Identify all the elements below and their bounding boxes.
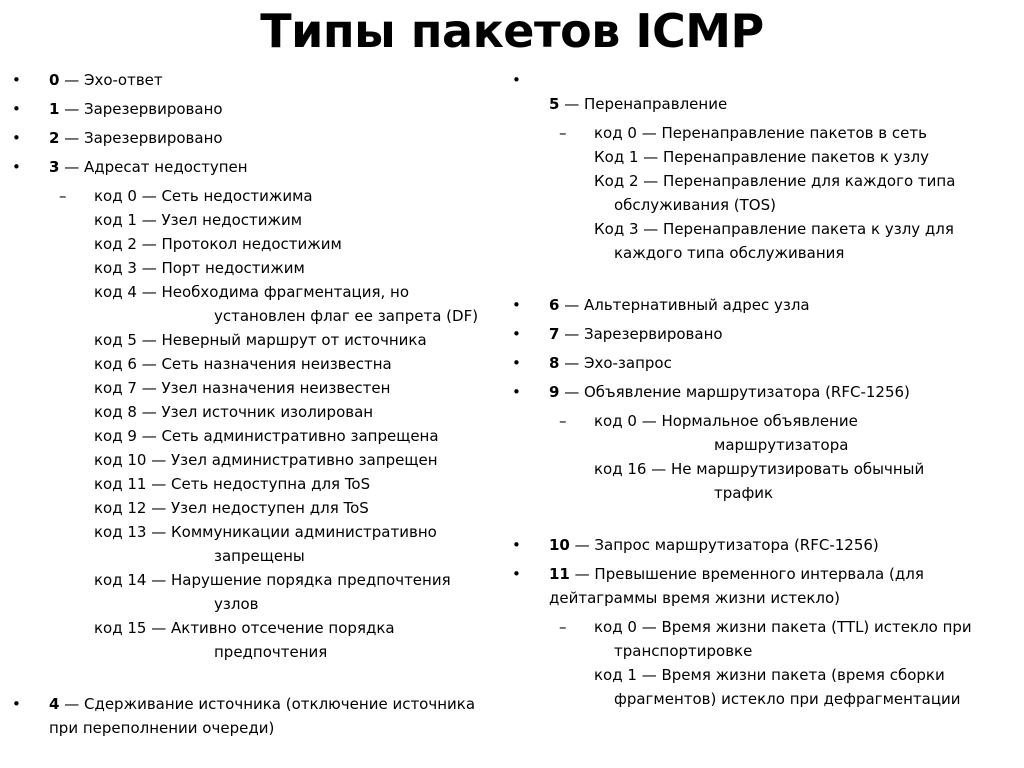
- dash-icon: –: [559, 412, 567, 430]
- type-number: 6: [549, 296, 560, 314]
- type-number: 4: [49, 695, 60, 713]
- type-text: — Зарезервировано: [59, 129, 223, 147]
- list-item-type-9: [512, 380, 1012, 404]
- code-line: код 9 — Сеть административно запрещена: [94, 427, 439, 445]
- code-line: код 12 — Узел недоступен для ToS: [94, 499, 369, 517]
- code-line: код 0 — Перенаправление пакетов в сеть: [594, 124, 927, 142]
- code-line-continuation: обслуживания (TOS): [614, 196, 776, 214]
- code-line: код 11 — Сеть недоступна для ToS: [94, 475, 371, 493]
- list-item-type-1: [12, 97, 502, 121]
- code-line: код 13 — Коммуникации административно: [94, 523, 437, 541]
- type-text: — Превышение временного интервала (для дейтаграммы время жизни истекло): [549, 565, 924, 607]
- code-line: Код 3 — Перенаправление пакета к узлу для: [594, 220, 954, 238]
- type-number: 10: [549, 536, 570, 554]
- code-line: код 1 — Узел недостижим: [94, 211, 303, 229]
- list-item-type-4: [12, 692, 502, 740]
- bullet-icon: •: [512, 296, 521, 314]
- code-list-type-9: [512, 409, 1012, 505]
- code-line: Код 2 — Перенаправление для каждого типа: [594, 172, 956, 190]
- code-line-continuation: каждого типа обслуживания: [614, 244, 845, 262]
- bullet-icon: •: [512, 71, 521, 89]
- type-text: — Адресат недоступен: [59, 158, 248, 176]
- type-number: 1: [49, 100, 60, 118]
- code-line: код 6 — Сеть назначения неизвестна: [94, 355, 392, 373]
- code-line: код 0 — Время жизни пакета (TTL) истекло при: [594, 618, 972, 636]
- code-line: код 8 — Узел источник изолирован: [94, 403, 374, 421]
- type-text: — Эхо-запрос: [559, 354, 672, 372]
- bullet-icon: •: [12, 71, 21, 89]
- code-line: код 15 — Активно отсечение порядка: [94, 619, 395, 637]
- code-line: код 14 — Нарушение порядка предпочтения: [94, 571, 451, 589]
- type-number: 9: [549, 383, 560, 401]
- list-item-type-11: [512, 562, 1012, 610]
- type-text: — Объявление маршрутизатора (RFC-1256): [559, 383, 910, 401]
- bullet-icon: •: [12, 129, 21, 147]
- type-text: — Перенаправление: [559, 95, 728, 113]
- bullet-icon: •: [512, 565, 521, 583]
- code-line-continuation: предпочтения: [214, 643, 328, 661]
- bullet-icon: •: [512, 354, 521, 372]
- code-line: код 1 — Время жизни пакета (время сборки: [594, 666, 945, 684]
- code-line: код 7 — Узел назначения неизвестен: [94, 379, 391, 397]
- type-number: 7: [549, 325, 560, 343]
- code-line: код 16 — Не маршрутизировать обычный: [594, 460, 925, 478]
- list-item-type-7: [512, 322, 1012, 346]
- slide-title: Типы пакетов ICMP: [260, 4, 764, 58]
- code-line-continuation: запрещены: [214, 547, 305, 565]
- code-line-continuation: трафик: [714, 484, 774, 502]
- type-number: 3: [49, 158, 60, 176]
- type-text: — Зарезервировано: [59, 100, 223, 118]
- code-line: код 0 — Нормальное объявление: [594, 412, 858, 430]
- type-text: — Зарезервировано: [559, 325, 723, 343]
- code-line-continuation: установлен флаг ее запрета (DF): [214, 307, 479, 325]
- left-column: [12, 68, 502, 745]
- code-line-continuation: маршрутизатора: [714, 436, 849, 454]
- type-text: — Запрос маршрутизатора (RFC-1256): [569, 536, 879, 554]
- type-text: — Альтернативный адрес узла: [559, 296, 810, 314]
- code-line: код 0 — Сеть недостижима: [94, 187, 313, 205]
- bullet-icon: •: [512, 536, 521, 554]
- list-item-type-6: [512, 293, 1012, 317]
- code-line: код 2 — Протокол недостижим: [94, 235, 342, 253]
- type-number: 8: [549, 354, 560, 372]
- bullet-icon: •: [512, 383, 521, 401]
- list-item-type-10: [512, 533, 1012, 557]
- type-text: — Сдерживание источника (отключение источника при переполнении очереди): [49, 695, 476, 737]
- bullet-icon: •: [512, 325, 521, 343]
- type-text: — Эхо-ответ: [59, 71, 163, 89]
- right-column: [512, 68, 1012, 715]
- bullet-icon: •: [12, 100, 21, 118]
- type-number: 11: [549, 565, 570, 583]
- dash-icon: –: [59, 187, 67, 205]
- code-line: Код 1 — Перенаправление пакетов к узлу: [594, 148, 929, 166]
- dash-icon: –: [559, 124, 567, 142]
- bullet-icon: •: [12, 695, 21, 713]
- dash-icon: –: [559, 618, 567, 636]
- type-number: 2: [49, 129, 60, 147]
- code-line-continuation: фрагментов) истекло при дефрагментации: [614, 690, 961, 708]
- code-line-continuation: узлов: [214, 595, 259, 613]
- list-item-empty: [512, 68, 1012, 92]
- code-line: код 3 — Порт недостижим: [94, 259, 305, 277]
- list-item-type-3: [12, 155, 502, 179]
- list-item-type-5: [512, 92, 1012, 116]
- code-list-type-3: [12, 184, 502, 664]
- code-line: код 4 — Необходима фрагментация, но: [94, 283, 410, 301]
- code-line: код 10 — Узел административно запрещен: [94, 451, 438, 469]
- type-number: 5: [549, 95, 560, 113]
- list-item-type-8: [512, 351, 1012, 375]
- list-item-type-2: [12, 126, 502, 150]
- code-list-type-5: [512, 121, 1012, 265]
- type-number: 0: [49, 71, 60, 89]
- bullet-icon: •: [12, 158, 21, 176]
- list-item-type-0: [12, 68, 502, 92]
- code-list-type-11: [512, 615, 1012, 711]
- code-line-continuation: транспортировке: [614, 642, 753, 660]
- code-line: код 5 — Неверный маршрут от источника: [94, 331, 427, 349]
